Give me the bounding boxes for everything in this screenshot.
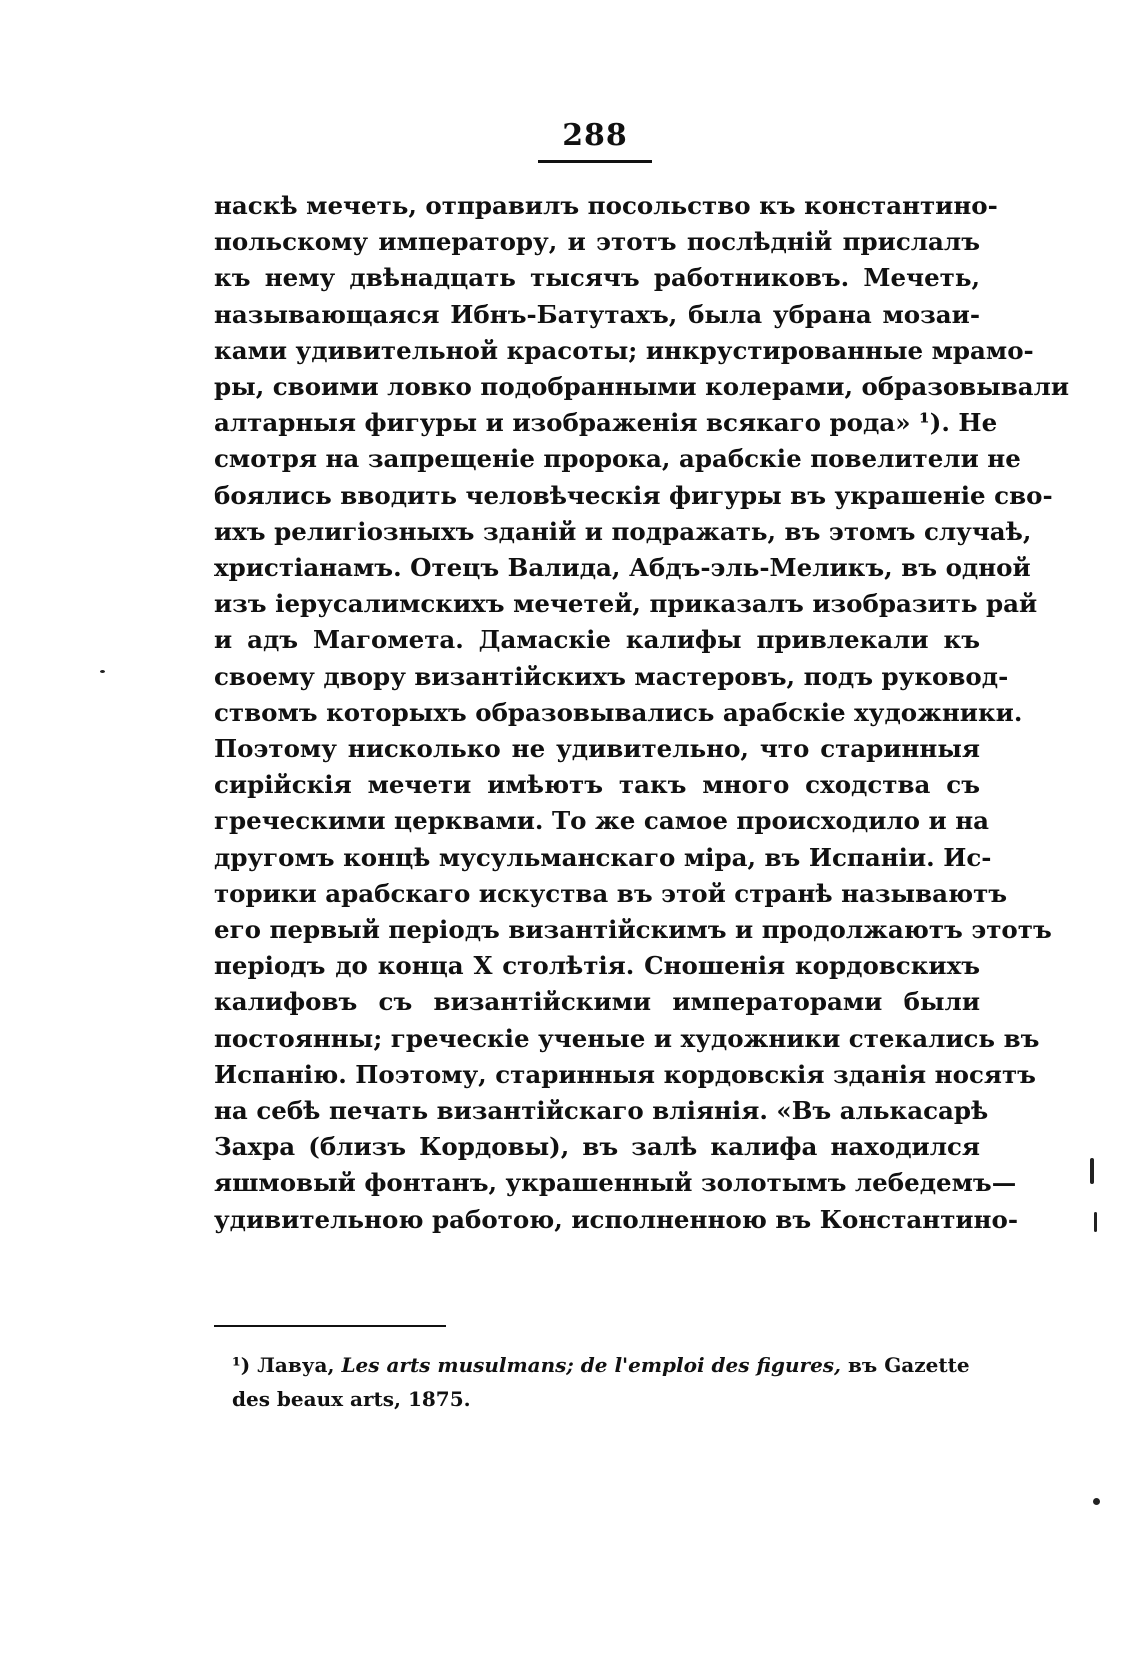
body-line: его первый періодъ византійскимъ и продолжаютъ этотъ <box>214 915 1052 945</box>
body-text <box>214 188 1070 1238</box>
footnote-line-1 <box>232 1348 992 1382</box>
body-line: изъ іерусалимскихъ мечетей, приказалъ изобразить рай <box>214 589 1038 619</box>
body-line: періодъ до конца X столѣтія. Сношенія кордовскихъ <box>214 951 980 981</box>
footnote-journal-prefix: въ <box>848 1353 878 1377</box>
body-line: постоянны; греческіе ученые и художники стекались въ <box>214 1023 1040 1053</box>
body-line: называющаяся Ибнъ-Батутахъ, была убрана мозаи- <box>214 299 980 329</box>
page-number: 288 <box>562 118 628 153</box>
page-number-rule <box>538 160 652 163</box>
body-line: Испанію. Поэтому, старинныя кордовскія зданія носятъ <box>214 1059 1036 1089</box>
body-line: другомъ концѣ мусульманскаго міра, въ Испаніи. Ис- <box>214 842 992 872</box>
footnote-marker: ¹) <box>232 1353 251 1377</box>
body-line: ствомъ которыхъ образовывались арабскіе художники. <box>214 697 1023 727</box>
footnote-journal: Gazette <box>884 1353 970 1377</box>
body-line: ихъ религіозныхъ зданій и подражать, въ этомъ случаѣ, <box>214 516 1032 546</box>
body-line: удивительною работою, исполненною въ Константино- <box>214 1204 1018 1234</box>
footnote-line-2: des beaux arts, 1875. <box>232 1387 471 1411</box>
body-line: ры, своими ловко подобранными колерами, образовывали <box>214 372 1070 402</box>
body-line: своему двору византійскихъ мастеровъ, подъ руковод- <box>214 661 1009 691</box>
body-line: Поэтому нисколько не удивительно, что старинныя <box>214 734 980 764</box>
body-line: калифовъ съ византійскими императорами были <box>214 987 980 1017</box>
body-line: яшмовый фонтанъ, украшенный золотымъ лебедемъ— <box>214 1168 1017 1198</box>
scan-speck <box>1090 1158 1094 1184</box>
footnote <box>232 1348 992 1416</box>
body-line: на себѣ печать византійскаго вліянія. «Въ алькасарѣ <box>214 1096 989 1126</box>
body-line: Захра (близъ Кордовы), въ залѣ калифа находился <box>214 1132 980 1162</box>
body-line: и адъ Магомета. Дамаскіе калифы привлекали къ <box>214 625 980 655</box>
footnote-author: Лавуа, <box>257 1353 335 1377</box>
body-line: смотря на запрещеніе пророка, арабскіе повелители не <box>214 444 1021 474</box>
scan-speck <box>1094 1212 1097 1232</box>
body-line: сирійскія мечети имѣютъ такъ много сходства съ <box>214 770 980 800</box>
body-line: наскѣ мечеть, отправилъ посольство къ константино- <box>214 191 998 220</box>
body-line: алтарныя фигуры и изображенія всякаго рода» ¹). Не <box>214 408 998 438</box>
body-line: греческими церквами. То же самое происходило и на <box>214 806 990 836</box>
body-line: боялись вводить человѣческія фигуры въ украшеніе сво- <box>214 480 1053 510</box>
scan-speck <box>100 670 105 673</box>
body-line: ками удивительной красоты; инкрустированные мрамо- <box>214 335 1034 365</box>
body-line: торики арабскаго искуства въ этой странѣ называютъ <box>214 878 1008 908</box>
footnote-title: Les arts musulmans; de l'emploi des figures, <box>341 1353 842 1377</box>
body-line: къ нему двѣнадцать тысячъ работниковъ. Мечеть, <box>214 263 980 293</box>
body-line: христіанамъ. Отецъ Валида, Абдъ-эль-Меликъ, въ одной <box>214 553 1031 583</box>
body-line: польскому императору, и этотъ послѣдній прислалъ <box>214 227 980 257</box>
scan-speck <box>1093 1498 1100 1505</box>
footnote-separator <box>214 1325 446 1327</box>
